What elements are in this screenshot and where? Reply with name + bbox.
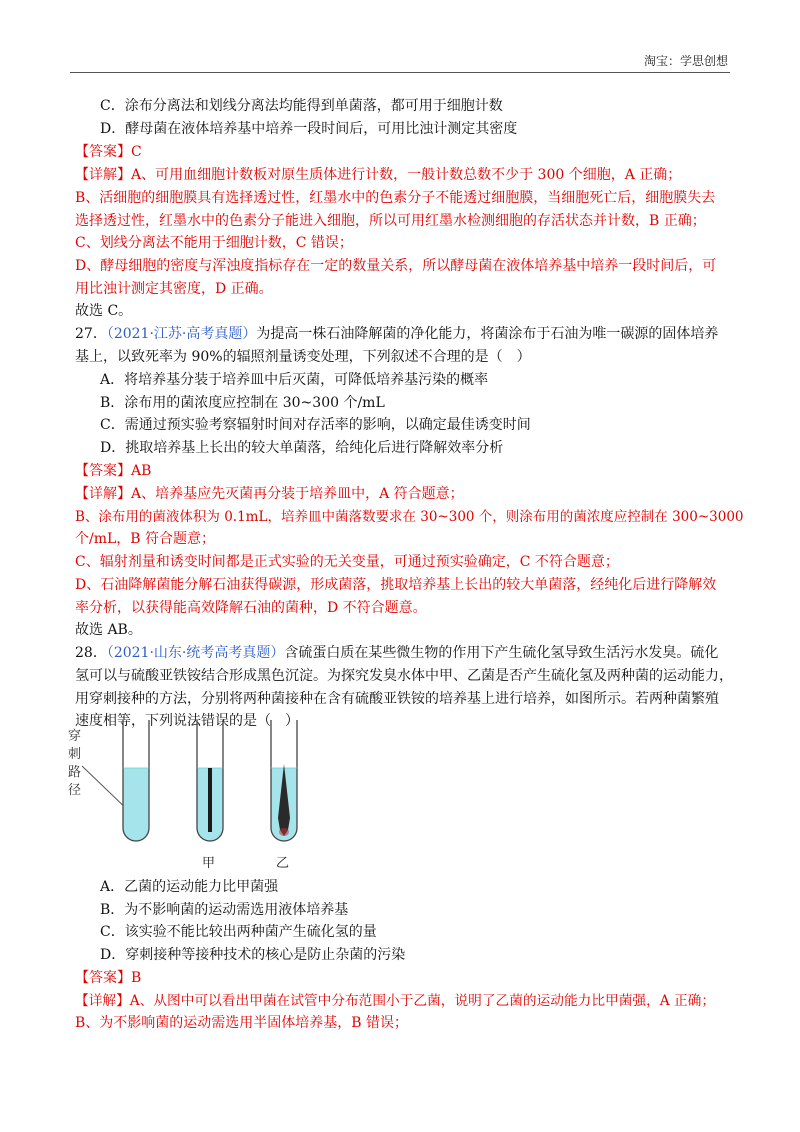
q27-stem bbox=[75, 323, 718, 345]
q27-detail: C、辐射剂量和诱变时间都是正式实验的无关变量，可通过预实验确定，C 不符合题意； bbox=[75, 554, 619, 570]
q28-option-c: C．该实验不能比较出两种菌产生硫化氢的量 bbox=[100, 924, 377, 940]
q28-option-d: D．穿刺接种等接种技术的核心是防止杂菌的污染 bbox=[100, 947, 406, 963]
q27-conclusion: 故选 AB。 bbox=[75, 622, 142, 638]
tube-medium bbox=[123, 768, 149, 841]
puncture-path-label: 穿刺路径 bbox=[68, 729, 82, 798]
test-tube-control bbox=[123, 720, 149, 841]
q28-stem-line: 氢可以与硫酸亚铁铵结合形成黑色沉淀。为探究发臭水体中甲、乙菌是否产生硫化氢及两种菌的运动能力， bbox=[75, 668, 733, 684]
test-tube-jia bbox=[197, 720, 223, 841]
q27-answer: 【答案】AB bbox=[75, 463, 152, 479]
q28-option-b: B．为不影响菌的运动需选用液体培养基 bbox=[100, 902, 349, 918]
header-brand: 淘宝：学思创想 bbox=[643, 54, 728, 68]
q27-detail: B、涂布用的菌液体积为 0.1mL，培养皿中菌落数要求在 30~300 个，则涂布用的菌浓度应控制在 300~3000 bbox=[75, 509, 744, 525]
q26-conclusion: 故选 C。 bbox=[75, 303, 133, 319]
q27-stem-line: 基上，以致死率为 90%的辐照剂量诱变处理，下列叙述不合理的是（ ） bbox=[75, 349, 531, 365]
q27-detail: 个/mL，B 符合题意； bbox=[75, 531, 216, 547]
q27-option-b: B．涂布用的菌浓度应控制在 30~300 个/mL bbox=[100, 395, 385, 411]
q27-option-c: C．需通过预实验考察辐射时间对存活率的影响，以确定最佳诱变时间 bbox=[100, 417, 531, 433]
q27-source: （2021·江苏·高考真题） bbox=[106, 326, 257, 342]
q26-option-d: D．酵母菌在液体培养基中培养一段时间后，可用比浊计测定其密度 bbox=[100, 121, 518, 137]
tube-label-yi: 乙 bbox=[276, 856, 290, 871]
page-header bbox=[70, 52, 730, 73]
q28-source: （2021·山东·统考高考真题） bbox=[106, 645, 285, 661]
q26-detail: B、活细胞的细胞膜具有选择透过性，红墨水中的色素分子不能透过细胞膜，当细胞死亡后，细胞膜失去 bbox=[75, 190, 716, 206]
q26-detail: C、划线分离法不能用于细胞计数，C 错误； bbox=[75, 235, 353, 251]
q27-detail: 【详解】A、培养基应先灭菌再分装于培养皿中，A 符合题意； bbox=[75, 486, 464, 502]
test-tube-figure bbox=[60, 718, 320, 878]
q26-option-c: C．涂布分离法和划线分离法均能得到单菌落，都可用于细胞计数 bbox=[100, 98, 503, 114]
q27-option-a: A．将培养基分装于培养皿中后灭菌，可降低培养基污染的概率 bbox=[100, 372, 489, 388]
q28-stem bbox=[75, 642, 718, 664]
tube-label-jia: 甲 bbox=[202, 856, 216, 871]
q28-stem-line: 速度相等，下列说法错误的是（ ） bbox=[75, 713, 299, 729]
q26-answer: 【答案】C bbox=[75, 144, 142, 160]
q28-option-a: A．乙菌的运动能力比甲菌强 bbox=[100, 879, 279, 895]
q27-option-d: D．挑取培养基上长出的较大单菌落，给纯化后进行降解效率分析 bbox=[100, 440, 504, 456]
q28-number: 28． bbox=[75, 645, 107, 661]
q26-detail: 【详解】A、可用血细胞计数板对原生质体进行计数，一般计数总数不少于 300 个细胞，A 正确； bbox=[75, 167, 682, 183]
q27-detail: D、石油降解菌能分解石油获得碳源，形成菌落，挑取培养基上长出的较大单菌落，经纯化后进行降解效 bbox=[75, 577, 717, 593]
q26-detail: D、酵母细胞的密度与浑浊度指标存在一定的数量关系，所以酵母菌在液体培养基中培养一段时间后，可 bbox=[75, 258, 717, 274]
q27-number: 27． bbox=[75, 326, 107, 342]
black-precipitate-stab-line bbox=[208, 768, 212, 832]
q26-detail: 选择透过性，红墨水中的色素分子能进入细胞，所以可用红墨水检测细胞的存活状态并计数，B 正确； bbox=[75, 213, 706, 229]
q28-stem-line: 用穿刺接种的方法，分别将两种菌接种在含有硫酸亚铁铵的培养基上进行培养，如图所示。若两种菌繁殖 bbox=[75, 691, 719, 707]
q28-detail: 【详解】A、从图中可以看出甲菌在试管中分布范围小于乙菌，说明了乙菌的运动能力比甲菌强，A 正确； bbox=[75, 993, 716, 1009]
q27-detail: 率分析，以获得能高效降解石油的菌种，D 不符合题意。 bbox=[75, 600, 427, 616]
q26-detail: 用比浊计测定其密度，D 正确。 bbox=[75, 281, 273, 297]
q28-detail: B、为不影响菌的运动需选用半固体培养基，B 错误； bbox=[75, 1015, 409, 1031]
q28-stem-text: 含硫蛋白质在某些微生物的作用下产生硫化氢导致生活污水发臭。硫化 bbox=[284, 645, 719, 661]
q28-answer: 【答案】B bbox=[75, 970, 142, 986]
test-tube-yi bbox=[271, 720, 297, 841]
q27-stem-text: 为提高一株石油降解菌的净化能力，将菌涂布于石油为唯一碳源的固体培养 bbox=[256, 326, 719, 342]
